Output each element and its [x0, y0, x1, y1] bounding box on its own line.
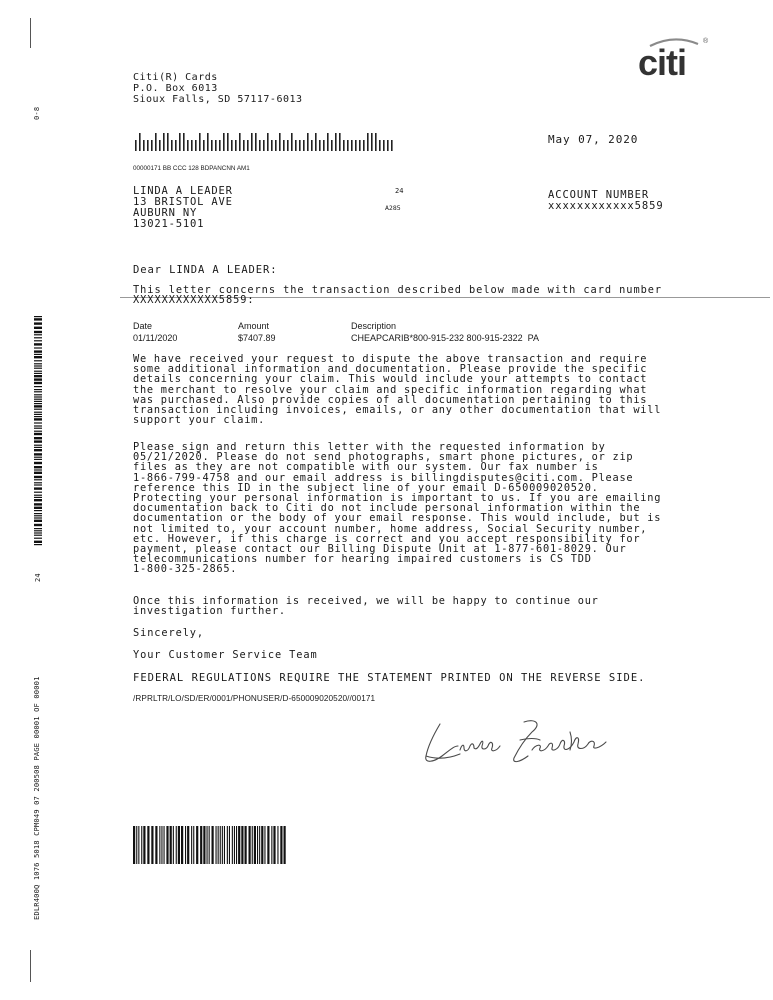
barcode-bar	[34, 484, 42, 485]
barcode-bar	[34, 520, 42, 522]
barcode-bar	[343, 140, 345, 151]
margin-mid-code: 24	[34, 573, 42, 582]
barcode-bar	[34, 459, 42, 460]
account-block	[548, 190, 664, 212]
barcode-bar	[171, 140, 173, 151]
paragraph-line: payment, please contact our Billing Dispute Unit at 1-877-601-8029. Our	[133, 543, 627, 556]
barcode-bar	[34, 492, 42, 493]
transaction-amount: $7407.89	[238, 333, 276, 343]
paragraph-line: some additional information and documentation. Please provide the specific	[133, 363, 648, 376]
transaction-header-description: Description	[351, 321, 397, 331]
barcode-bar	[303, 140, 305, 151]
barcode-bar	[34, 368, 42, 369]
sender-line: P.O. Box 6013	[133, 83, 218, 94]
barcode-bar	[138, 826, 139, 864]
barcode-bar	[34, 445, 42, 446]
logo-registered-mark: ®	[703, 38, 709, 45]
barcode-bar	[211, 140, 213, 151]
barcode-bar	[34, 373, 42, 374]
barcode-bar	[267, 826, 269, 864]
barcode-bar	[234, 826, 235, 864]
barcode-bar	[311, 140, 313, 151]
barcode-bar	[34, 391, 42, 392]
paragraph-instructions	[133, 442, 661, 575]
barcode-bar	[166, 826, 168, 864]
barcode-bar	[275, 140, 277, 151]
barcode-bar	[216, 826, 217, 864]
barcode-bar	[222, 826, 223, 864]
barcode-bar	[34, 479, 42, 480]
barcode-bar	[284, 826, 286, 864]
barcode-bar	[331, 140, 333, 151]
barcode-bar	[335, 133, 337, 151]
barcode-bar	[34, 316, 42, 317]
barcode-bar	[207, 826, 208, 864]
paragraph-line: the merchant to resolve your claim and specific information regarding what	[133, 383, 648, 396]
barcode-bar	[34, 356, 42, 358]
barcode-bar	[159, 140, 161, 151]
barcode-bar	[223, 133, 225, 151]
barcode-bar	[34, 447, 42, 448]
barcode-bar	[241, 826, 243, 864]
barcode-bar	[34, 382, 42, 384]
recipient-line: LINDA A LEADER	[133, 185, 233, 197]
barcode-bar	[34, 499, 42, 501]
barcode-bar	[34, 331, 42, 333]
barcode-bar	[34, 513, 42, 514]
barcode-bar	[185, 826, 186, 864]
sender-line: Sioux Falls, SD 57117-6013	[133, 94, 303, 105]
barcode-bar	[255, 133, 257, 151]
recipient-line: 13021-5101	[133, 218, 205, 230]
barcode-bar	[34, 318, 42, 320]
barcode-bar	[34, 538, 42, 539]
citi-logo	[636, 36, 716, 83]
barcode-bar	[238, 826, 240, 864]
barcode-bar	[34, 378, 42, 380]
barcode-bar	[363, 140, 365, 151]
barcode-bar	[271, 140, 273, 151]
paragraph-line: reference this ID in the subject line of your email D-650009020520.	[133, 481, 599, 494]
postal-barcode	[133, 131, 403, 153]
paragraph-line: telecommunications number for hearing impaired customers is CS TDD	[133, 553, 592, 566]
barcode-bar	[34, 535, 42, 536]
barcode-bar	[34, 343, 42, 345]
barcode-bar	[196, 826, 198, 864]
barcode-bar	[34, 530, 42, 531]
barcode-bar	[203, 140, 205, 151]
barcode-bar	[34, 487, 42, 489]
barcode-bar	[279, 133, 281, 151]
barcode-bar	[34, 515, 42, 516]
barcode-bar	[34, 354, 42, 355]
handwritten-signature	[420, 710, 640, 770]
barcode-bar	[261, 826, 263, 864]
barcode-bar	[34, 469, 42, 470]
barcode-bar	[209, 826, 210, 864]
barcode-bar	[232, 826, 233, 864]
barcode-bar	[34, 401, 42, 402]
paragraph-line: transaction including invoices, emails, or any other documentation that will	[133, 404, 662, 417]
barcode-bar	[34, 412, 42, 413]
barcode-bar	[34, 495, 42, 496]
barcode-bar	[247, 140, 249, 151]
reference-line: /RPRLTR/LO/SD/ER/0001/PHONUSER/D-650009020520//00171	[133, 694, 376, 703]
barcode-bar	[236, 826, 237, 864]
barcode-bar	[34, 431, 42, 432]
margin-barcode	[34, 316, 44, 546]
barcode-bar	[203, 826, 205, 864]
barcode-bar	[280, 826, 282, 864]
bottom-barcode	[131, 826, 291, 864]
barcode-bar	[323, 140, 325, 151]
paragraph-line: documentation back to Citi do not include personal information within the	[133, 502, 641, 515]
barcode-bar	[34, 418, 42, 420]
barcode-bar	[34, 360, 42, 361]
barcode-bar	[359, 140, 361, 151]
barcode-bar	[299, 140, 301, 151]
barcode-bar	[34, 440, 42, 442]
barcode-bar	[164, 826, 165, 864]
barcode-bar	[34, 433, 42, 435]
barcode-bar	[264, 826, 265, 864]
barcode-bar	[34, 403, 42, 404]
barcode-bar	[295, 140, 297, 151]
margin-rule-bottom	[30, 950, 31, 982]
barcode-bar	[34, 466, 42, 468]
barcode-bar	[34, 457, 42, 458]
barcode-bar	[34, 405, 42, 407]
recipient-address	[133, 186, 233, 230]
barcode-bar	[252, 826, 253, 864]
barcode-bar	[375, 133, 377, 151]
barcode-bar	[163, 133, 165, 151]
barcode-bar	[34, 416, 42, 417]
barcode-bar	[34, 462, 42, 464]
sender-address	[133, 72, 303, 105]
barcode-bar	[34, 347, 42, 348]
paragraph-line: documentation or the body of your email response. This would include, but is	[133, 512, 662, 525]
barcode-bar	[227, 826, 228, 864]
closing-sincerely: Sincerely,	[133, 627, 204, 639]
barcode-bar	[351, 140, 353, 151]
barcode-bar	[34, 350, 42, 352]
account-value: xxxxxxxxxxxx5859	[548, 200, 664, 212]
barcode-bar	[170, 826, 172, 864]
barcode-bar	[215, 140, 217, 151]
barcode-bar	[34, 449, 42, 451]
barcode-bar	[34, 497, 42, 498]
barcode-bar	[136, 826, 137, 864]
barcode-bar	[34, 337, 42, 338]
barcode-bar	[271, 826, 272, 864]
barcode-bar	[34, 507, 42, 509]
barcode-bar	[207, 133, 209, 151]
barcode-bar	[355, 140, 357, 151]
barcode-bar	[151, 140, 153, 151]
logo-wordmark: citi	[638, 42, 687, 83]
barcode-bar	[199, 133, 201, 151]
barcode-bar	[227, 133, 229, 151]
transaction-description: CHEAPCARIB*800-915-232 800-915-2322 PA	[351, 333, 539, 343]
barcode-bar	[235, 140, 237, 151]
barcode-bar	[339, 133, 341, 151]
intro	[133, 285, 662, 305]
routing-code: 00000171 BB CCC 128 BDPANCNN AM1	[133, 165, 250, 172]
barcode-bar	[34, 386, 42, 387]
barcode-bar	[245, 826, 247, 864]
salutation: Dear LINDA A LEADER:	[133, 264, 278, 276]
barcode-bar	[34, 389, 42, 390]
paragraph-line: 1-800-325-2865.	[133, 563, 238, 576]
barcode-bar	[34, 371, 42, 372]
barcode-bar	[218, 826, 219, 864]
barcode-bar	[193, 826, 194, 864]
barcode-bar	[315, 133, 317, 151]
letter-date: May 07, 2020	[548, 133, 639, 146]
barcode-bar	[249, 826, 251, 864]
barcode-bar	[34, 453, 42, 455]
barcode-bar	[147, 826, 149, 864]
recipient-code-1: 24	[395, 187, 404, 195]
paragraph-line: was purchased. Also provide copies of all documentation pertaining to this	[133, 393, 648, 406]
sender-line: Citi(R) Cards	[133, 72, 218, 83]
barcode-bar	[327, 133, 329, 151]
barcode-bar	[181, 826, 183, 864]
barcode-bar	[347, 140, 349, 151]
recipient-line: 13 BRISTOL AVE	[133, 196, 233, 208]
barcode-bar	[34, 409, 42, 410]
barcode-bar	[173, 826, 174, 864]
paragraph-line: not limited to, your account number, home address, Social Security number,	[133, 522, 648, 535]
barcode-bar	[34, 365, 42, 366]
barcode-bar	[254, 826, 256, 864]
barcode-bar	[155, 826, 157, 864]
paragraph-line: files as they are not compatible with our system. Our fax number is	[133, 461, 599, 474]
barcode-bar	[34, 375, 42, 377]
barcode-bar	[34, 524, 42, 526]
barcode-bar	[220, 826, 221, 864]
barcode-bar	[34, 334, 42, 335]
barcode-bar	[34, 510, 42, 511]
transaction-header-date: Date	[133, 321, 153, 331]
paragraph-line: Please sign and return this letter with the requested information by	[133, 441, 606, 453]
barcode-bar	[287, 140, 289, 151]
barcode-bar	[161, 826, 162, 864]
barcode-bar	[277, 826, 278, 864]
paragraph-line: investigation further.	[133, 605, 286, 618]
intro-line: XXXXXXXXXXXX5859:	[133, 294, 255, 306]
intro-line: This letter concerns the transaction described below made with card number	[133, 284, 663, 296]
barcode-bar	[34, 422, 42, 423]
barcode-bar	[212, 826, 214, 864]
barcode-bar	[34, 396, 42, 397]
barcode-bar	[34, 425, 42, 426]
paragraph-line: details concerning your claim. This would include your attempts to contact	[133, 373, 648, 386]
barcode-bar	[159, 826, 160, 864]
barcode-bar	[139, 133, 141, 151]
barcode-bar	[133, 826, 135, 864]
barcode-bar	[307, 133, 309, 151]
barcode-bar	[34, 472, 42, 474]
recipient-code-2: A285	[385, 204, 401, 212]
paragraph-line: etc. However, if this charge is correct and you accept responsibility for	[133, 532, 641, 545]
paragraph-line: We have received your request to dispute the above transaction and require	[133, 353, 648, 365]
paragraph-closing	[133, 596, 599, 616]
barcode-bar	[219, 140, 221, 151]
account-label: ACCOUNT NUMBER	[548, 189, 650, 201]
paragraph-line: support your claim.	[133, 414, 266, 427]
barcode-bar	[187, 826, 189, 864]
barcode-bar	[179, 133, 181, 151]
barcode-bar	[239, 133, 241, 151]
barcode-bar	[200, 826, 202, 864]
barcode-bar	[34, 437, 42, 439]
paragraph-line: Once this information is received, we will be happy to continue our	[133, 595, 599, 607]
barcode-bar	[259, 826, 260, 864]
barcode-bar	[371, 133, 373, 151]
barcode-bar	[283, 140, 285, 151]
barcode-bar	[34, 503, 42, 505]
barcode-bar	[34, 363, 42, 364]
barcode-bar	[34, 528, 42, 529]
barcode-bar	[151, 826, 153, 864]
paragraph-line: 1-866-799-4758 and our email address is billingdisputes@citi.com. Please	[133, 471, 634, 484]
barcode-bar	[34, 414, 42, 415]
barcode-bar	[191, 826, 192, 864]
barcode-bar	[259, 140, 261, 151]
margin-bottom-code: EDLR400Q 1076 5018 CPM049 07 200508 PAGE 00001 OF 00001	[32, 676, 41, 920]
barcode-bar	[191, 140, 193, 151]
barcode-bar	[224, 826, 225, 864]
barcode-bar	[183, 133, 185, 151]
federal-notice: FEDERAL REGULATIONS REQUIRE THE STATEMENT PRINTED ON THE REVERSE SIDE.	[133, 672, 646, 684]
paragraph-line: Protecting your personal information is important to us. If you are emailing	[133, 492, 662, 505]
transaction-header-amount: Amount	[238, 321, 270, 331]
barcode-bar	[34, 327, 42, 329]
barcode-bar	[34, 428, 42, 429]
barcode-bar	[178, 826, 180, 864]
barcode-bar	[135, 140, 137, 151]
barcode-bar	[291, 133, 293, 151]
margin-top-code: 0-8	[33, 106, 41, 120]
barcode-bar	[143, 826, 145, 864]
barcode-bar	[243, 140, 245, 151]
barcode-bar	[143, 140, 145, 151]
barcode-bar	[34, 322, 42, 324]
barcode-bar	[319, 140, 321, 151]
recipient-line: AUBURN NY	[133, 207, 198, 219]
barcode-bar	[167, 133, 169, 151]
barcode-bar	[263, 140, 265, 151]
barcode-bar	[251, 133, 253, 151]
barcode-bar	[34, 544, 42, 545]
barcode-bar	[34, 482, 42, 483]
margin-rule-top	[30, 18, 31, 48]
barcode-bar	[391, 140, 393, 151]
barcode-bar	[34, 340, 42, 341]
barcode-bar	[383, 140, 385, 151]
barcode-bar	[273, 826, 275, 864]
barcode-bar	[195, 140, 197, 151]
closing-team: Your Customer Service Team	[133, 649, 318, 661]
barcode-bar	[176, 826, 177, 864]
barcode-bar	[187, 140, 189, 151]
barcode-bar	[34, 532, 42, 533]
barcode-bar	[34, 517, 42, 518]
barcode-bar	[34, 541, 42, 543]
barcode-bar	[141, 826, 142, 864]
barcode-bar	[229, 826, 230, 864]
transaction-date: 01/11/2020	[133, 333, 178, 343]
barcode-bar	[34, 399, 42, 400]
paragraph-line: 05/21/2020. Please do not send photographs, smart phone pictures, or zip	[133, 451, 634, 464]
barcode-bar	[175, 140, 177, 151]
barcode-bar	[155, 133, 157, 151]
barcode-bar	[267, 133, 269, 151]
barcode-bar	[34, 394, 42, 395]
barcode-bar	[387, 140, 389, 151]
barcode-bar	[147, 140, 149, 151]
paragraph-request	[133, 354, 661, 425]
barcode-bar	[257, 826, 258, 864]
barcode-bar	[231, 140, 233, 151]
barcode-bar	[379, 140, 381, 151]
barcode-bar	[367, 133, 369, 151]
barcode-bar	[34, 476, 42, 478]
